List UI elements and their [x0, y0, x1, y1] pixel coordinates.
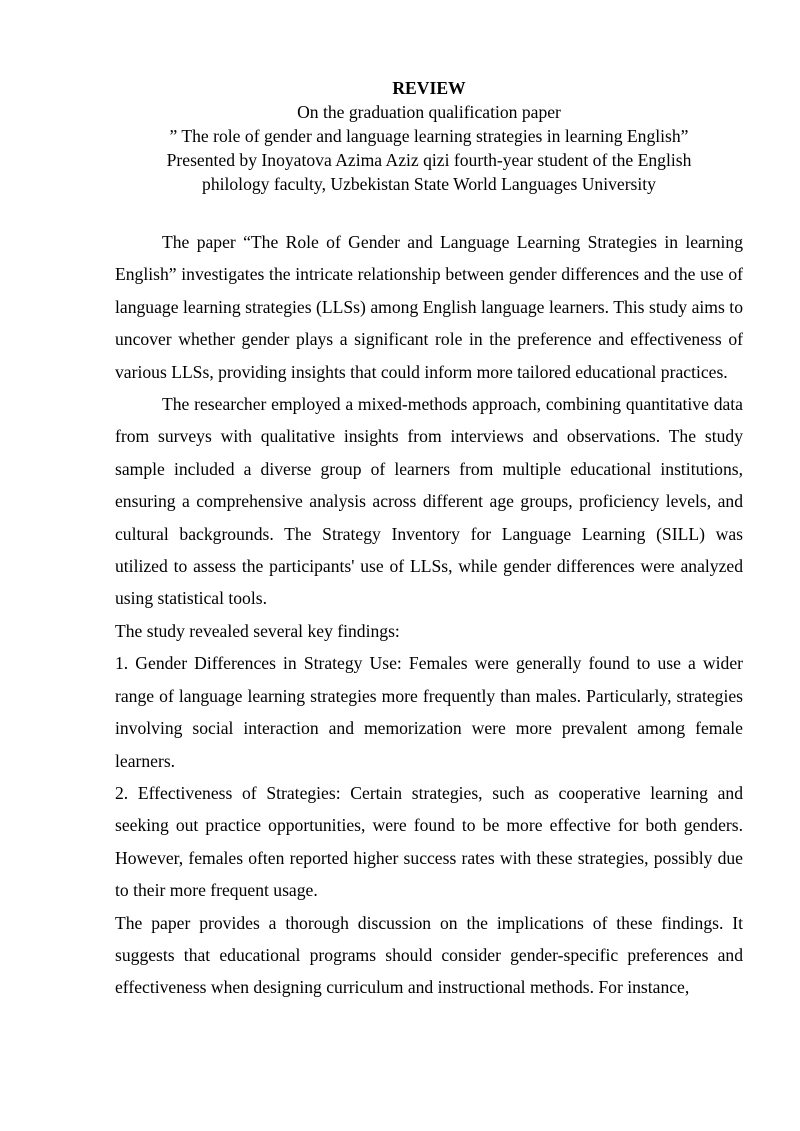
paragraph-finding-1: 1. Gender Differences in Strategy Use: Females were generally found to use a wider range of language learning strategies more frequently than males. Particularly, strategies involving social interaction and memorization were more prevalent among female learners. [115, 653, 743, 771]
header-line-affiliation: philology faculty, Uzbekistan State World Languages University [202, 174, 656, 194]
paragraph-methods: The researcher employed a mixed-methods approach, combining quantitative data from surveys with qualitative insights from interviews and observations. The study sample included a diverse group of learners from multiple educational institutions, ensuring a comprehensive analysis across different age groups, proficiency levels, and cultural backgrounds. The Strategy Inventory for Language Learning (SILL) was utilized to assess the participants' use of LLSs, while gender differences were analyzed using statistical tools. [115, 394, 743, 609]
paragraph-finding-2: 2. Effectiveness of Strategies: Certain strategies, such as cooperative learning and seeking out practice opportunities, were found to be more effective for both genders. However, females often reported higher success rates with these strategies, possibly due to their more frequent usage. [115, 782, 743, 901]
paragraph-findings-lead: The study revealed several key findings: [115, 620, 400, 641]
header-line-presenter: Presented by Inoyatova Azima Aziz qizi fourth-year student of the English [166, 150, 692, 170]
header-line-subject: On the graduation qualification paper [297, 102, 561, 122]
document-page [115, 76, 743, 1004]
header-line-paper-title: ” The role of gender and language learning strategies in learning English” [169, 126, 689, 146]
document-body [115, 226, 743, 1004]
document-title: REVIEW [392, 78, 466, 98]
paragraph-intro: The paper “The Role of Gender and Language Learning Strategies in learning English” investigates the intricate relationship between gender differences and the use of language learning strategies (LLSs) among English language learners. This study aims to uncover whether gender plays a significant role in the preference and effectiveness of various LLSs, providing insights that could inform more tailored educational practices. [115, 232, 743, 382]
document-header [115, 76, 743, 196]
paragraph-implications: The paper provides a thorough discussion on the implications of these findings. It suggests that educational programs should consider gender-specific preferences and effectiveness when designing curriculum and instructional methods. For instance, [115, 912, 743, 998]
